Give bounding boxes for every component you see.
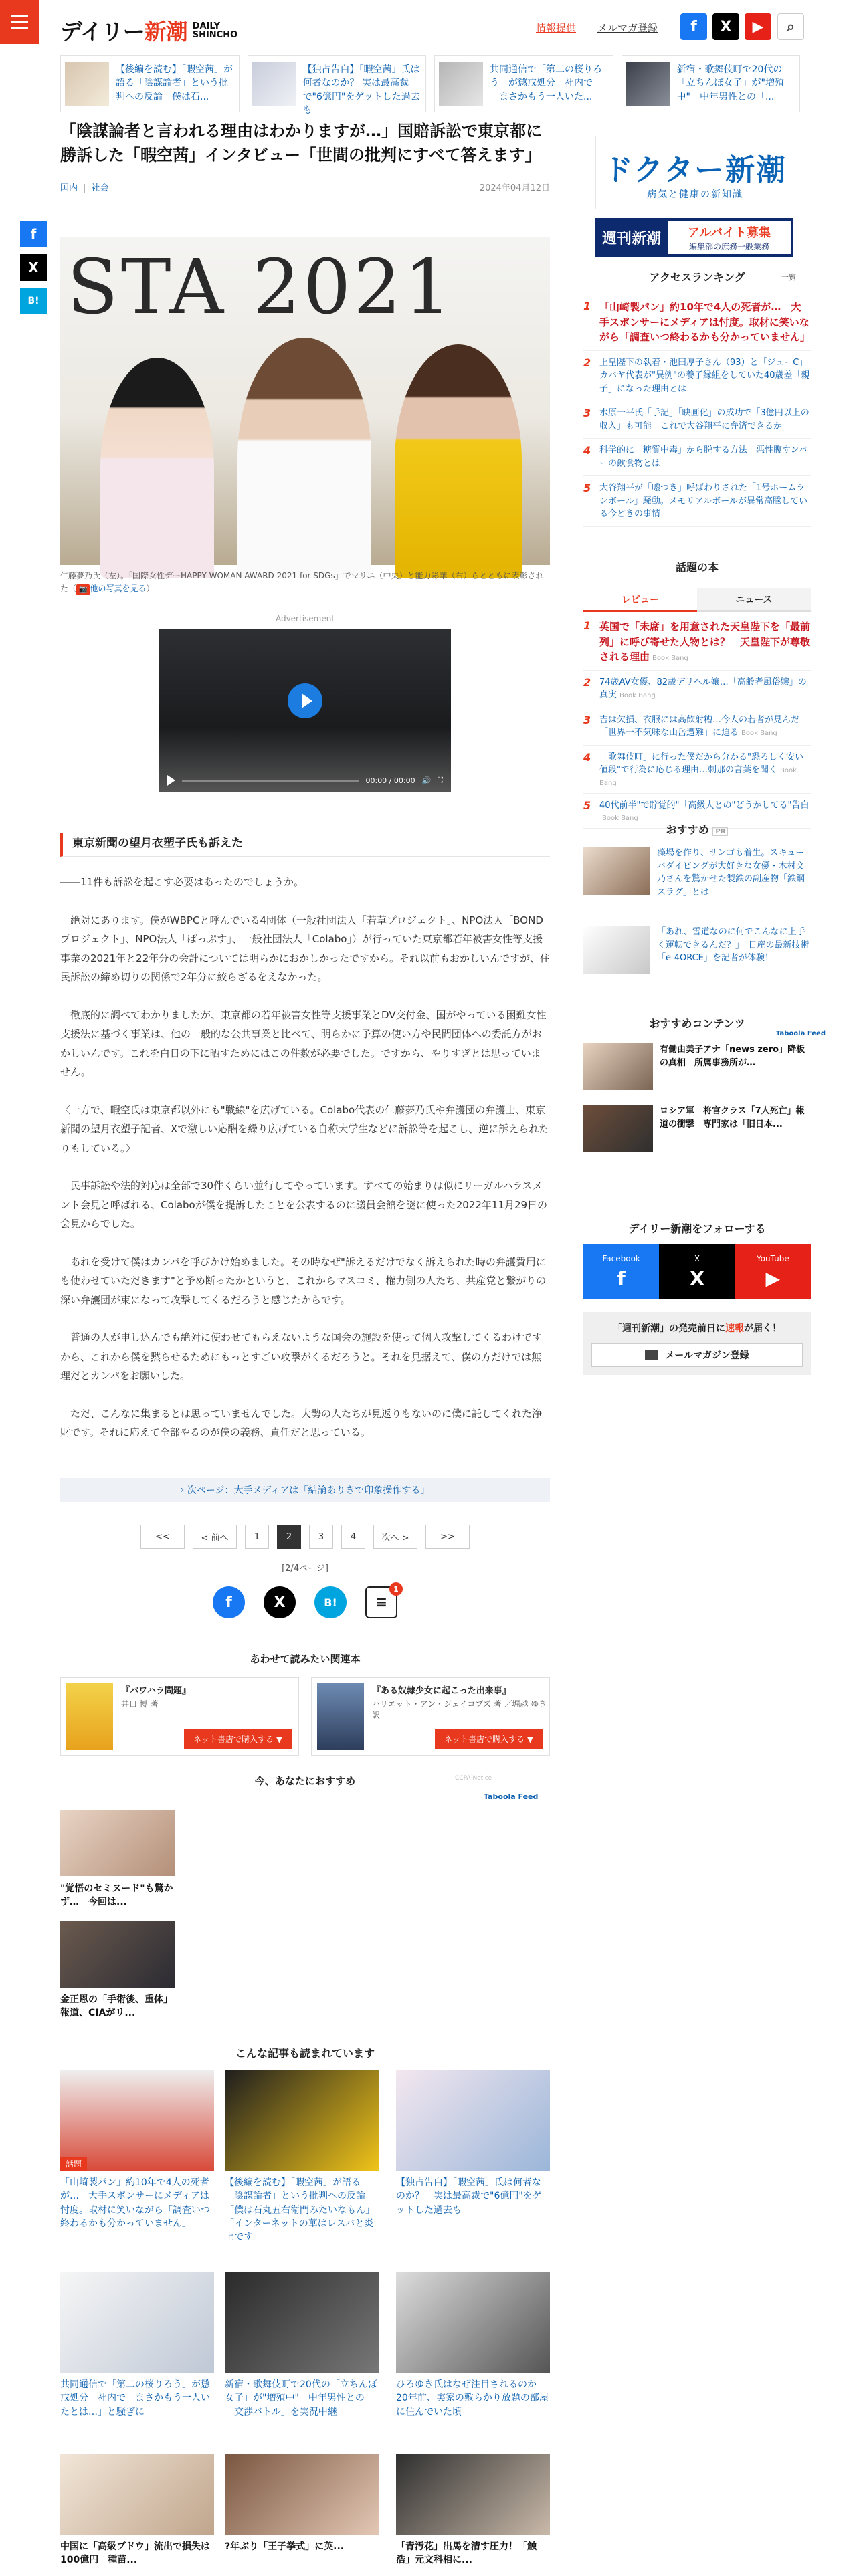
hatena-share-icon[interactable]: B!: [20, 288, 47, 314]
article-card-image: [60, 2454, 214, 2535]
ad-doctor-shincho[interactable]: [595, 136, 793, 209]
topic-list: [583, 614, 811, 829]
article-card[interactable]: [396, 2070, 550, 2217]
tab-news[interactable]: ニュース: [697, 588, 811, 612]
ad-title: 週刊新潮: [602, 229, 662, 247]
article-card-image: [396, 2272, 550, 2373]
newsletter-signup-button[interactable]: メールマガジン登録: [591, 1343, 803, 1367]
follow-buttons: [583, 1244, 811, 1299]
x-share-icon[interactable]: X: [264, 1586, 296, 1618]
article-card-title: 「青汚花」出馬を清す圧力！「触浩」元文科相に...: [396, 2541, 537, 2566]
topic-source: Book Bang: [602, 815, 638, 822]
rank-number: 4: [583, 444, 591, 457]
content-item[interactable]: [583, 1043, 811, 1090]
newsletter-box: [583, 1312, 811, 1375]
recommend-title: 金正恩の「手術後、重体」報道、CIAがリ...: [60, 1994, 173, 2019]
related-strip: [60, 55, 800, 116]
osusume-title: 藻場を作り、サンゴも着生。スキューバダイビングが大好きな女優・木村文乃さんを驚かせた製鉄の副産物「鉄鋼スラグ」とは: [657, 848, 805, 897]
article-title: 「陰謀論者と言われる理由はわかりますが…」国賠訴訟で東京都に勝訴した「暇空茜」インタビュー「世間の批判にすべて答えます」: [60, 122, 542, 165]
content-image: [583, 1043, 653, 1090]
article-card[interactable]: [225, 2272, 379, 2419]
content-title: 有働由美子アナ「news zero」降板の真相 所属事務所が…: [660, 1045, 805, 1068]
osusume-image: [583, 847, 650, 895]
article-card-image: [396, 2454, 550, 2535]
topic-tag: 話題: [60, 2157, 87, 2171]
strip-thumbnail: [626, 62, 670, 106]
article-card-title: ひろゆき氏はなぜ注目されるのか 20年前、実家の敷らかり放題の部屋に住んでいた頃: [396, 2379, 549, 2418]
recommend-image: [60, 1810, 175, 1876]
ranking-item[interactable]: [583, 351, 811, 402]
chevron-right-icon: ›: [180, 1485, 187, 1495]
topic-source: Book Bang: [652, 655, 688, 662]
content-title: ロシア軍 将官クラス「7人死亡」報道の衝撃 専門家は「旧日本...: [660, 1106, 805, 1130]
floating-share: [20, 221, 47, 314]
ad-subline: 編集部の庶務一般業務: [689, 241, 770, 251]
article-card-image: [60, 2070, 214, 2171]
person-figure: [237, 338, 371, 578]
camera-icon: 📷: [76, 584, 90, 595]
rank-number: 4: [583, 750, 591, 764]
book-author: 井口 博 著: [121, 1699, 159, 1709]
book-author: ハリエット・アン・ジェイコブズ 著 ／堀越 ゆき 訳: [372, 1699, 547, 1720]
article-card-title: 【独占告白】「暇空茜」氏は何者なのか？ 実は最高裁で"6億円"をゲットした過去も: [396, 2177, 542, 2216]
paragraph: 絶対にあります。僕がWBPCと呼んでいる4団体（一般社団法人「若草プロジェクト」、NPO法人「BONDプロジェクト」、NPO法人「ぱっぷす」、一般社団法人「Colabo」）が行っていた東京都若年被害女性等支援事業の2021年と22年分の会計については明らかにおかしかったですから。それ以前もおかしいんですが、住民訴訟の締め切りの関係で2年分に絞らざるをえなかった。: [60, 914, 550, 983]
x-icon[interactable]: X: [712, 13, 739, 40]
facebook-icon[interactable]: f: [680, 13, 707, 40]
tip-link[interactable]: 情報提供: [536, 22, 577, 34]
recommend-card[interactable]: [60, 1921, 175, 2020]
book-card[interactable]: [60, 1677, 299, 1756]
topic-source: Book Bang: [619, 692, 656, 700]
topic-tabs: [583, 588, 811, 612]
follow-heading: デイリー新潮をフォローする: [628, 1222, 766, 1235]
next-page-link[interactable]: › 次ページ：大手メディアは「結論ありきで印象操作する」: [60, 1478, 550, 1502]
article-card[interactable]: [396, 2272, 550, 2419]
strip-item[interactable]: [434, 55, 613, 112]
paragraph: ――11件も訴訟を起こす必要はあったのでしょうか。: [60, 876, 304, 888]
video-player[interactable]: [159, 629, 451, 792]
ranking-title: 上皇陛下の執着・池田厚子さん（93）と「ジューC」カバヤ代表が"異例"の養子縁組をしていた40歳差「親子」になった理由とは: [599, 357, 810, 394]
facebook-share-icon[interactable]: f: [213, 1586, 245, 1618]
topic-title: 40代前半"で貯覚的"「高級人との"どうかしてる"告白: [599, 800, 809, 811]
paragraph: 〈一方で、暇空氏は東京都以外にも"戦線"を広げている。Colabo代表の仁藤夢乃氏や弁護団の弁護士、東京新聞の望月衣塑子記者、Xで激しい応酬を繰り広げている自称大学生などに訴訟等を起こし、逆に訴えられたりもしている。〉: [60, 1103, 549, 1154]
book-cover: [66, 1683, 113, 1750]
article-card-title: 【後編を読む】「暇空茜」が語る「陰謀論者」という批判への反論「僕は石丸五右衛門みたいなもん」「インターネットの華はレスバと炎上です」: [225, 2177, 375, 2243]
strip-thumbnail: [65, 62, 109, 106]
next-page-button[interactable]: 次へ >: [373, 1525, 417, 1549]
hero-caption: 仁藤夢乃氏（左）。「国際女性デーHAPPY WOMAN AWARD 2021 for SDGs」でマリエ（中央）と能力彩華（右）らとともに表彰された（ 📷 他の写真を見る）: [60, 570, 550, 595]
video-progress-track[interactable]: [182, 780, 359, 782]
osusume-item[interactable]: [583, 847, 811, 899]
hatena-share-icon[interactable]: B!: [314, 1586, 347, 1618]
taboola-label[interactable]: Taboola Feed: [484, 1792, 539, 1801]
play-icon[interactable]: [288, 683, 322, 718]
recommend-image: [60, 1921, 175, 1988]
strip-item[interactable]: [60, 55, 240, 112]
related-books: [60, 1677, 550, 1756]
mail-icon: [645, 1350, 658, 1360]
book-title: 『パワハラ問題』: [121, 1686, 191, 1696]
strip-item-text: 新宿・歌舞伎町で20代の「立ちんぼ女子」が"増殖中" 中年男性との「...: [676, 64, 784, 102]
ad-title: ドクター新潮: [603, 153, 787, 187]
paragraph: ただ、こんなに集まるとは思っていませんでした。大勢の人たちが見返りもないのに僕に託してくれた浄財です。それに応えて全部やるのが僕の義務、責任だと思っている。: [60, 1407, 543, 1438]
ranking-item[interactable]: [583, 294, 811, 351]
follow-x[interactable]: X X: [659, 1244, 735, 1299]
paragraph: 徹底的に調べてわかりましたが、東京都の若年被害女性等支援事業とDV交付金、国がやっている困難女性支援法に基づく事業は、他の一般的な公共事業と比べて、明らかに予算の使い方や民間団体への委託方がおかしいんです。これを白日の下に晒すためにはこの件数が必要でした。ですから、やりすぎとは思っていません。: [60, 1008, 547, 1078]
buy-button[interactable]: ネット書店で購入する ▼: [435, 1729, 543, 1749]
paragraph: 民事訴訟や法的対応は全部で30件くらい並行してやっています。すべての始まりは似にリーガルハラスメント会見と呼ばれる、Colaboが僕を提訴したことを公表するのに議員会館を謎に使った2022年11月29日の会見からでした。: [60, 1180, 548, 1230]
article-card[interactable]: [60, 2272, 214, 2419]
ranking-item[interactable]: [583, 401, 811, 439]
recommend-title: "覚悟のセミヌード"も驚かず… 今回は...: [60, 1883, 173, 1908]
topic-source: Book Bang: [741, 730, 777, 737]
hamburger-menu-button[interactable]: [0, 0, 39, 44]
strip-thumbnail: [252, 62, 296, 106]
prev-page-button[interactable]: < 前へ: [193, 1525, 237, 1549]
article-date: 2024年04月12日: [479, 183, 550, 193]
article-card[interactable]: [396, 2454, 550, 2567]
article-card[interactable]: [225, 2454, 379, 2553]
ranking-title: 大谷翔平が「嘘つき」呼ばわりされた「1号ホームランボール」騒動。メモリアルボールが異常高騰している今どきの事情: [599, 483, 807, 519]
topic-title: 74歳AV女優、82歳デリヘル嬢…「高齢者風俗嬢」の真実: [599, 677, 807, 700]
ranking-item[interactable]: [583, 476, 811, 527]
ranking-heading: アクセスランキング: [649, 271, 745, 284]
page-4-button[interactable]: 4: [341, 1525, 365, 1549]
youtube-icon[interactable]: ▶: [745, 13, 771, 40]
article-card-image: [225, 2454, 379, 2535]
search-icon[interactable]: ⌕: [777, 13, 804, 40]
ad-subtitle: 病気と健康の新知識: [647, 189, 743, 200]
page-count: [2/4ページ]: [282, 1564, 328, 1574]
gallery-link[interactable]: 他の写真を見る: [90, 584, 147, 594]
tab-review[interactable]: レビュー: [583, 588, 697, 612]
last-page-button[interactable]: >>: [425, 1525, 470, 1549]
volume-icon[interactable]: 🔊: [421, 776, 432, 785]
newsletter-text: 「週刊新潮」の発売前日に速報が届く！: [613, 1323, 781, 1334]
recommend-heading: 今、あなたにおすすめ: [254, 1775, 356, 1787]
ad-label: Advertisement: [275, 614, 335, 623]
rank-number: 3: [583, 713, 591, 726]
ad-headline: アルバイト募集: [687, 225, 771, 240]
first-page-button[interactable]: <<: [140, 1525, 185, 1549]
content-item[interactable]: [583, 1105, 811, 1152]
strip-item-text: 共同通信で「第二の桜りろう」が懲戒処分 社内で「まさかもう一人いた...: [490, 64, 602, 102]
article-body: [60, 873, 550, 1461]
ranking-title: 「山崎製パン」約10年で4人の死者が… 大手スポンサーにメディアは忖度。取材に笑いながら「調査いつ終わるかも分かっていません」: [599, 301, 811, 343]
rank-number: 2: [583, 356, 591, 369]
page-2-button[interactable]: 2: [277, 1525, 301, 1549]
rank-number: 3: [583, 407, 591, 419]
article-card-title: 共同通信で「第二の桜りろう」が懲戒処分 社内で「まさかもう一人いたとは…」と騒ぎに: [60, 2379, 210, 2418]
person-figure: [395, 344, 522, 578]
breadcrumb-separator: |: [83, 183, 86, 193]
facebook-share-icon[interactable]: f: [20, 221, 47, 247]
article-card-title: ?年ぶり「王子挙式」に英...: [225, 2541, 345, 2552]
facebook-icon: f: [617, 1267, 626, 1289]
ad-panel: [668, 221, 791, 254]
article-card[interactable]: [60, 2070, 214, 2230]
person-figure: [100, 358, 214, 578]
hero-banner-text: STA 2021: [67, 244, 454, 331]
strip-item-text: 【独占告白】「暇空茜」氏は何者なのか？ 実は最高裁で"6億円"をゲットした過去も: [302, 64, 420, 116]
site-logo[interactable]: [60, 15, 237, 46]
topic-item[interactable]: [583, 614, 811, 671]
site-header: [0, 0, 859, 58]
osusume-image: [583, 926, 650, 974]
category-link-society[interactable]: 社会: [91, 183, 109, 193]
also-read-heading: こんな記事も読まれています: [235, 2047, 375, 2060]
article-meta: [60, 181, 550, 193]
strip-item-text: 【後編を読む】「暇空茜」が語る「陰謀論者」という批判への反論「僕は石...: [116, 64, 233, 102]
pr-badge: PR: [712, 827, 728, 836]
strip-thumbnail: [439, 62, 483, 106]
logo-sub: DAILY SHINCHO: [192, 21, 238, 40]
book-card[interactable]: [311, 1677, 550, 1756]
article-card-image: [225, 2070, 379, 2171]
taboola-label[interactable]: Taboola Feed: [776, 1030, 826, 1037]
video-time: 00:00 / 00:00: [365, 776, 415, 785]
rank-number: 5: [583, 481, 591, 494]
book-cover: [317, 1683, 364, 1750]
book-title: 『ある奴隷少女に起こった出来事』: [372, 1686, 511, 1696]
youtube-icon: ▶: [765, 1267, 781, 1289]
osusume-item[interactable]: [583, 926, 811, 974]
ccpa-notice[interactable]: CCPA Notice: [455, 1775, 492, 1782]
rank-number: 2: [583, 675, 591, 689]
paragraph: 普通の人が申し込んでも絶対に使わせてもらえないような国会の施設を使って個人攻撃してくるわけですから、これから僕を黙らせるためにもっとすごい攻撃がくるだろうと。それを見据えて、僕の方だけでは無理だとカンパをお願いした。: [60, 1331, 543, 1382]
section-heading: 東京新聞の望月衣塑子氏も訴えた: [60, 833, 550, 857]
recommend-card[interactable]: [60, 1810, 175, 1909]
article-card-image: [396, 2070, 550, 2171]
ad-shukan-shincho[interactable]: [595, 218, 793, 257]
article-card-image: [60, 2272, 214, 2373]
topic-item[interactable]: [583, 671, 811, 708]
related-books-heading: あわせて読みたい関連本: [60, 1652, 550, 1673]
article-card[interactable]: [225, 2070, 379, 2244]
buy-button[interactable]: ネット書店で購入する ▼: [184, 1729, 292, 1749]
category-link-domestic[interactable]: 国内: [60, 183, 78, 193]
follow-youtube[interactable]: YouTube ▶: [735, 1244, 811, 1299]
rank-number: 1: [583, 619, 591, 632]
osusume-title: 「あれ、雪道なのに何でこんなに上手く運転できるんだ？」 日産の最新技術「e-4ORCE」を記者が体験！: [657, 927, 809, 963]
topic-title: 英国で「未席」を用意された天皇陛下を「最前列」に呼び寄せた人物とは？ 天皇陛下が尊敬される理由: [599, 621, 811, 663]
topic-item[interactable]: [583, 708, 811, 746]
comment-count-badge: 1: [389, 1582, 403, 1596]
ranking-title: 水原一平氏「手記」「映画化」の成功で「3億円以上の収入」も可能 これで大谷翔平に弁済できるか: [599, 408, 809, 431]
ranking-list: [583, 294, 811, 527]
content-heading: おすすめコンテンツ: [649, 1017, 745, 1030]
ranking-more-link[interactable]: 一覧: [781, 273, 796, 282]
newsletter-link[interactable]: メルマガ登録: [597, 22, 658, 34]
strip-item[interactable]: [622, 55, 801, 112]
ranking-title: 科学的に「糖質中毒」から脱する方法 悪性腹すンバーの飲食物とは: [599, 445, 807, 469]
paragraph: あれを受けて僕はカンパを呼びかけ始めました。その時なぜ"訴えるだけでなく訴えられた時の弁護費用にも使わせていただきます"と予め断ったかというと、これからマスコミ、権力側の人たち、共産党と繋がりの深い弁護団が束になって攻撃してくるだろうと感じたからです。: [60, 1255, 547, 1306]
topic-source: Book Bang: [599, 767, 797, 787]
follow-facebook[interactable]: Facebook f: [583, 1244, 659, 1299]
hero-image[interactable]: [60, 237, 550, 565]
article-card-image: [225, 2272, 379, 2373]
breadcrumb: [60, 181, 108, 193]
strip-item[interactable]: [248, 55, 427, 116]
x-share-icon[interactable]: X: [20, 254, 47, 281]
topic-books-heading: 話題の本: [675, 561, 719, 574]
share-buttons: [60, 1586, 550, 1618]
topic-title: 「歌舞伎町」に行った僕だから分かる"恐ろしく安い値段"で行為に応じる理由…刺那の言葉を聞く: [599, 752, 803, 775]
rank-number: 1: [583, 300, 591, 312]
content-image: [583, 1105, 653, 1152]
article-card-title: 「山崎製パン」約10年で4人の死者が… 大手スポンサーにメディアは忖度。取材に笑いながら「調査いつ終わるかも分かっていません」: [60, 2177, 210, 2229]
topic-title: 吉は欠損、衣服には高飲射糟…今人の若者が見んだ「世界一不気味な山岳遭難」に迫る: [599, 714, 800, 738]
article-card[interactable]: [60, 2454, 214, 2567]
page-1-button[interactable]: 1: [245, 1525, 269, 1549]
article-card-title: 新宿・歌舞伎町で20代の「立ちんぼ女子」が"増殖中" 中年男性との「交渉バトル」を実況中継: [225, 2379, 377, 2418]
pagination: [60, 1525, 550, 1549]
logo-text: デイリー新潮: [60, 19, 187, 45]
topic-item[interactable]: [583, 746, 811, 794]
page-3-button[interactable]: 3: [309, 1525, 333, 1549]
play-small-icon[interactable]: [167, 775, 175, 786]
article-card-title: 中国に「高級ブドウ」流出で損失は100億円 種苗...: [60, 2541, 210, 2566]
osusume-heading: おすすめ PR: [583, 821, 811, 837]
video-controls: [159, 768, 451, 792]
ranking-item[interactable]: [583, 439, 811, 476]
comment-icon[interactable]: ≡ 1: [365, 1586, 397, 1618]
article-header: [60, 119, 550, 193]
rank-number: 5: [583, 798, 591, 812]
fullscreen-icon[interactable]: ⛶: [438, 776, 443, 784]
x-icon: X: [690, 1267, 704, 1289]
